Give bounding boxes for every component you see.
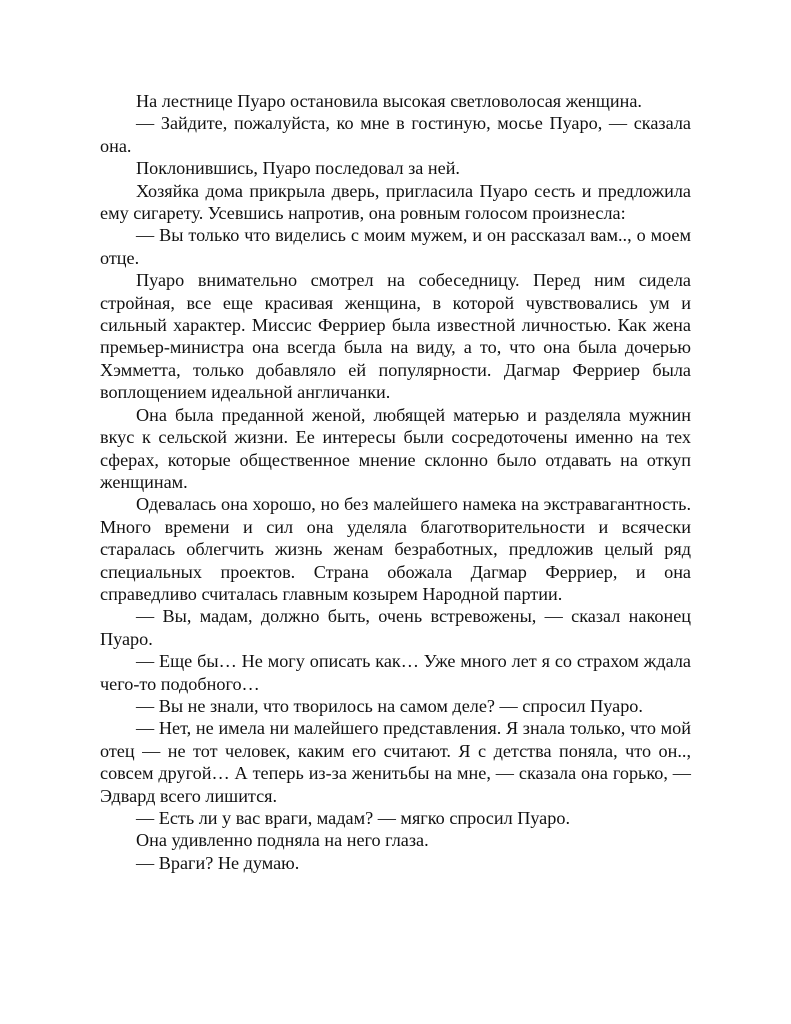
paragraph: — Вы, мадам, должно быть, очень встревожены, — сказал наконец Пуаро. bbox=[100, 606, 691, 649]
paragraph: — Вы не знали, что творилось на самом деле? — спросил Пуаро. bbox=[136, 695, 643, 716]
paragraph: — Еще бы… Не могу описать как… Уже много лет я со страхом ждала чего-то подобного… bbox=[100, 651, 691, 694]
paragraph: — Есть ли у вас враги, мадам? — мягко спросил Пуаро. bbox=[136, 808, 570, 828]
paragraph: — Нет, не имела ни малейшего представления. Я знала только, что мой отец — не тот человек, каким его считают. Я с детства поняла, что он.., совсем другой… А теперь из-за женитьбы на мне, — сказала она горько, — Эдвард всего лишится. bbox=[100, 718, 691, 806]
paragraph: Она была преданной женой, любящей матерью и разделяла мужнин вкус к сельской жизни. Ее интересы были сосредоточены именно на тех сферах, которые общественное мнение склонно было отдавать на откуп женщинам. bbox=[100, 404, 691, 492]
paragraph: Одевалась она хорошо, но без малейшего намека на экстравагантность. Много времени и сил она уделяла благотворительности и всячески старалась облегчить жизнь женам безработных, предложив целый ряд специальных проектов. Страна обожала Дагмар Ферриер, и она справедливо считалась главным козырем Народной партии. bbox=[100, 494, 691, 604]
book-page bbox=[100, 90, 691, 874]
paragraph: Она удивленно подняла на него глаза. bbox=[136, 830, 429, 851]
paragraph: — Зайдите, пожалуйста, ко мне в гостиную, мосье Пуаро, — сказала она. bbox=[100, 113, 691, 156]
paragraph: — Вы только что виделись с моим мужем, и он рассказал вам.., о моем отце. bbox=[100, 225, 691, 268]
paragraph: На лестнице Пуаро остановила высокая светловолосая женщина. bbox=[136, 91, 642, 111]
paragraph: — Враги? Не думаю. bbox=[136, 852, 300, 873]
paragraph: Хозяйка дома прикрыла дверь, пригласила Пуаро сесть и предложила ему сигарету. Усевшись напротив, она ровным голосом произнесла: bbox=[100, 180, 691, 224]
paragraph: Пуаро внимательно смотрел на собеседницу. Перед ним сидела стройная, все еще красивая женщина, в которой чувствовались ум и сильный характер. Миссис Ферриер была известной личностью. Как жена премьер-министра она всегда была на виду, а то, что она была дочерью Хэмметта, только добавляло ей популярности. Дагмар Ферриер была воплощением идеальной англичанки. bbox=[100, 270, 691, 403]
paragraph: Поклонившись, Пуаро последовал за ней. bbox=[136, 158, 460, 179]
